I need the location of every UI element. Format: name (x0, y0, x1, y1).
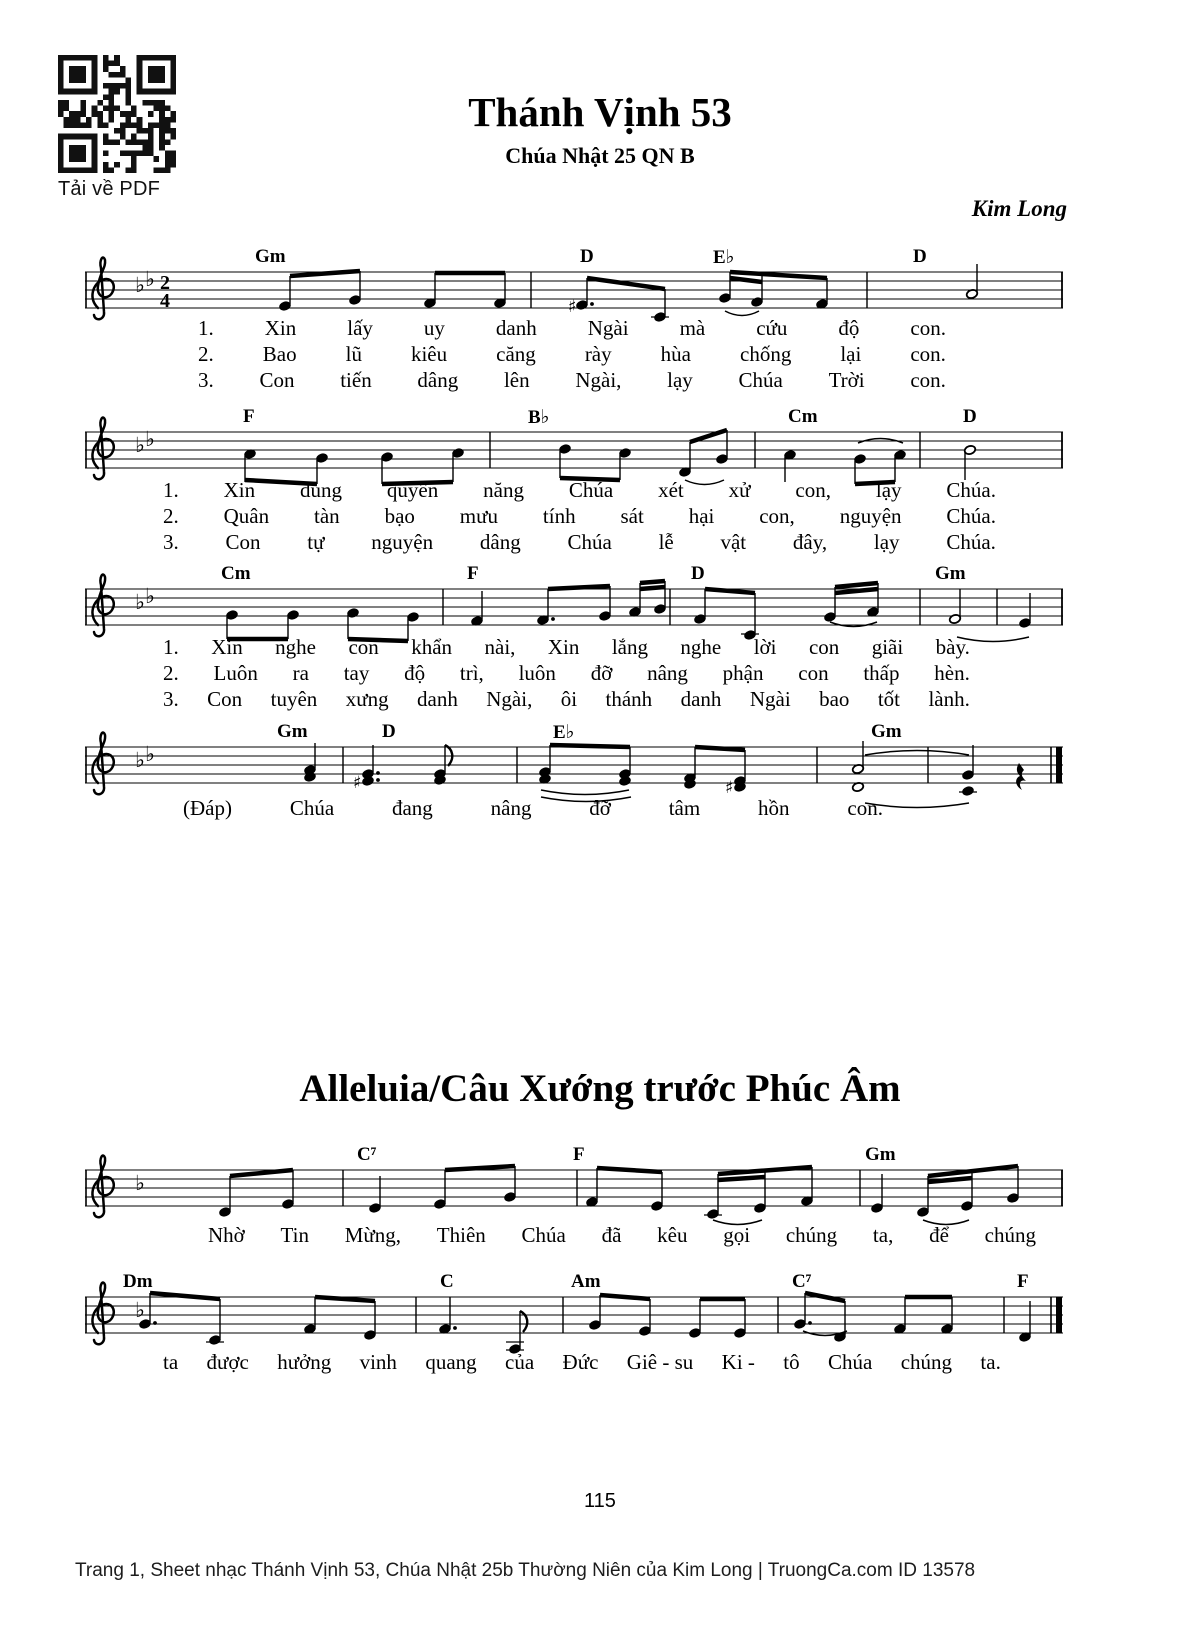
svg-text:4: 4 (160, 290, 170, 312)
lyric-word: danh (495, 316, 537, 340)
lyric-word: xử (728, 478, 751, 502)
chord-label: Gm (871, 721, 902, 742)
lyric-word: mà (679, 316, 706, 340)
chord-label: F (1017, 1271, 1029, 1292)
lyric-word: được (206, 1350, 249, 1374)
svg-text:♭: ♭ (135, 433, 145, 457)
lyric-word: năng (483, 478, 524, 502)
lyric-word: lành. (928, 687, 970, 711)
lyric-line-v2 (163, 660, 970, 687)
lyric-word: Chúa (738, 368, 783, 392)
lyric-word: quang (425, 1350, 477, 1374)
lyric-word: sát (620, 504, 644, 528)
lyric-word: hèn. (934, 661, 970, 685)
lyric-word: vật (720, 530, 747, 554)
lyric-line-alleluia-2 (163, 1349, 1001, 1376)
chord-label: C⁷ (792, 1271, 812, 1292)
lyric-word: hùa (660, 342, 691, 366)
chord-label: Cm (221, 563, 251, 584)
lyric-word: Trời (828, 368, 865, 392)
lyric-word: ta (163, 1350, 179, 1374)
lyric-word: chúng (984, 1223, 1036, 1247)
lyric-word: dâng (479, 530, 521, 554)
lyric-word: lạy (667, 368, 693, 392)
chord-label: D (913, 246, 927, 267)
lyric-word: thấp (863, 661, 900, 685)
lyric-word: Thiên (436, 1223, 486, 1247)
svg-text:♭: ♭ (135, 1298, 145, 1322)
lyric-word: con (798, 661, 829, 685)
lyric-word: Quân (223, 504, 270, 528)
lyric-word: chúng (785, 1223, 838, 1247)
chord-label: Gm (277, 721, 308, 742)
lyric-line-v3 (198, 367, 946, 394)
chord-label: B♭ (528, 407, 550, 428)
lyric-word: ra (292, 661, 309, 685)
chord-label: F (573, 1144, 585, 1165)
composer-name: Kim Long (971, 196, 1067, 221)
svg-text:♭: ♭ (145, 267, 155, 291)
lyric-line-v2 (163, 503, 996, 530)
lyric-word: lễ (658, 530, 674, 554)
lyric-word: dâng (417, 368, 459, 392)
lyric-word: cứu (756, 316, 788, 340)
lyric-word: Giê - su (626, 1350, 694, 1374)
lyric-word: con. (910, 316, 946, 340)
chord-label: E♭ (713, 247, 735, 268)
lyric-line-v1 (198, 315, 946, 342)
lyric-word: bao (819, 687, 850, 711)
lyric-word: quyền (386, 478, 439, 502)
lyric-word: tay (343, 661, 370, 685)
lyric-word: ôi (560, 687, 578, 711)
lyric-word: lắng (611, 635, 648, 659)
lyric-word: con. (910, 368, 946, 392)
lyric-word: giãi (871, 635, 904, 659)
svg-text:♯: ♯ (568, 297, 577, 317)
chord-label: D (691, 563, 705, 584)
lyric-word: 2. (163, 661, 179, 685)
lyric-word: Chúa (828, 1350, 873, 1374)
lyric-word: tự (307, 530, 325, 554)
lyric-word: 1. (198, 316, 214, 340)
chord-label: Gm (255, 246, 286, 267)
lyric-word: tô (783, 1350, 800, 1374)
lyric-word: Tin (280, 1223, 309, 1247)
chord-label: F (243, 406, 255, 427)
lyric-word: độ (838, 316, 860, 340)
lyric-word: lời (753, 635, 777, 659)
lyric-word: danh (417, 687, 458, 711)
page-number: 115 (584, 1490, 616, 1512)
lyric-word: Con (259, 368, 295, 392)
lyric-word: con (348, 635, 379, 659)
lyric-word: con (808, 635, 840, 659)
staff-system-6 (85, 1267, 1065, 1362)
lyric-line-response (183, 795, 883, 822)
staff-system-5 (85, 1140, 1065, 1235)
lyric-word: 3. (163, 530, 179, 554)
alleluia-title: Alleluia/Câu Xướng trước Phúc Âm (299, 1067, 901, 1110)
lyric-word: căng (496, 342, 536, 366)
lyric-word: đỡ (590, 661, 613, 685)
svg-text:♭: ♭ (145, 584, 155, 608)
lyric-word: Xin (211, 635, 243, 659)
lyric-word: tính (542, 504, 576, 528)
lyric-word: Chúa (521, 1223, 566, 1247)
svg-text:♭: ♭ (135, 273, 145, 297)
lyric-word: chúng (900, 1350, 953, 1374)
lyric-line-alleluia-1 (208, 1222, 1036, 1249)
qr-label: Tải về PDF (58, 178, 161, 200)
lyric-word: Chúa. (946, 504, 996, 528)
lyric-word: đã (601, 1223, 622, 1247)
svg-text:♭: ♭ (135, 748, 145, 772)
footer-text: Trang 1, Sheet nhạc Thánh Vịnh 53, Chúa Nhật 25b Thường Niên của Kim Long | TruongCa.com ID 13578 (75, 1560, 976, 1581)
lyric-word: phận (722, 661, 764, 685)
lyric-word: kiêu (410, 342, 448, 366)
lyric-word: kêu (657, 1223, 688, 1247)
svg-text:♯: ♯ (353, 773, 362, 793)
chord-label: D (382, 721, 396, 742)
lyric-word: đang (391, 796, 433, 820)
svg-text:♯: ♯ (725, 778, 734, 798)
lyric-word: 1. (163, 635, 179, 659)
lyric-line-v3 (163, 529, 996, 556)
lyric-word: xưng (345, 687, 389, 711)
page-title: Thánh Vịnh 53 (468, 89, 732, 135)
svg-text:♭: ♭ (145, 742, 155, 766)
lyric-word: Luôn (213, 661, 258, 685)
lyric-word: con. (847, 796, 883, 820)
lyric-word: hồn (758, 796, 790, 820)
lyric-word: con, (795, 478, 831, 502)
lyric-word: vinh (359, 1350, 397, 1374)
lyric-word: trì, (459, 661, 484, 685)
chord-label: Gm (935, 563, 966, 584)
lyric-word: của (505, 1350, 535, 1374)
lyric-word: 2. (163, 504, 179, 528)
lyric-word: 3. (198, 368, 214, 392)
lyric-word: lên (503, 368, 530, 392)
lyric-word: bạo (384, 504, 415, 528)
lyric-word: Chúa (567, 530, 612, 554)
lyric-word: ta, (872, 1223, 894, 1247)
svg-text:♭: ♭ (135, 1171, 145, 1195)
lyric-word: thánh (605, 687, 653, 711)
lyric-word: gọi (723, 1223, 751, 1247)
lyric-word: nâng (490, 796, 532, 820)
chord-label: Am (571, 1271, 601, 1292)
lyric-word: Chúa (289, 796, 335, 820)
lyric-line-v1 (163, 634, 970, 661)
lyric-word: Xin (223, 478, 256, 502)
lyric-word: con. (910, 342, 946, 366)
lyric-word: lấy (347, 316, 373, 340)
chord-label: C (440, 1271, 454, 1292)
lyric-word: tâm (668, 796, 701, 820)
svg-text:♭: ♭ (145, 427, 155, 451)
lyric-word: tuyên (270, 687, 318, 711)
chord-label: Cm (788, 406, 818, 427)
lyric-word: uy (423, 316, 445, 340)
lyric-word: Chúa. (946, 478, 996, 502)
chord-label: E♭ (553, 722, 575, 743)
lyric-word: ta. (980, 1350, 1001, 1374)
lyric-line-v3 (163, 686, 970, 713)
lyric-word: dùng (300, 478, 343, 502)
lyric-word: khẩn (411, 635, 453, 659)
lyric-word: Chúa (568, 478, 614, 502)
chord-label: Gm (865, 1144, 896, 1165)
lyric-word: danh (680, 687, 722, 711)
lyric-word: xét (658, 478, 684, 502)
lyric-word: chống (740, 342, 792, 366)
lyric-word: 1. (163, 478, 179, 502)
lyric-word: (Đáp) (183, 796, 232, 820)
lyric-word: Ngài, (575, 368, 622, 392)
lyric-word: Chúa. (946, 530, 996, 554)
lyric-word: đây, (792, 530, 828, 554)
lyric-word: để (929, 1223, 949, 1247)
lyric-word: hại (688, 504, 715, 528)
lyric-word: Mừng, (344, 1223, 402, 1247)
lyric-word: lạy (873, 530, 900, 554)
lyric-word: Ngài, (486, 687, 533, 711)
lyric-word: lạy (875, 478, 902, 502)
lyric-word: Xin (547, 635, 580, 659)
lyric-word: rày (584, 342, 612, 366)
lyric-word: Ngài (749, 687, 791, 711)
lyric-word: tiến (340, 368, 372, 392)
lyric-word: lại (840, 342, 862, 366)
lyric-word: luôn (518, 661, 556, 685)
page-subtitle: Chúa Nhật 25 QN B (505, 143, 695, 168)
lyric-line-v2 (198, 341, 946, 368)
chord-label: Dm (123, 1271, 153, 1292)
svg-text:2: 2 (160, 272, 170, 294)
lyric-word: nghe (680, 635, 722, 659)
lyric-word: Ngài (587, 316, 629, 340)
lyric-word: Đức (562, 1350, 599, 1374)
lyric-word: Ki - (721, 1350, 755, 1374)
lyric-word: bày. (935, 635, 970, 659)
lyric-word: nguyện (371, 530, 434, 554)
lyric-word: tàn (314, 504, 340, 528)
lyric-word: con, (759, 504, 795, 528)
chord-label: F (467, 563, 479, 584)
lyric-word: nài, (484, 635, 516, 659)
chord-label: C⁷ (357, 1144, 377, 1165)
lyric-word: đỡ (589, 796, 611, 820)
lyric-word: nâng (647, 661, 688, 685)
lyric-line-v1 (163, 477, 996, 504)
lyric-word: 2. (198, 342, 214, 366)
lyric-word: độ (404, 661, 426, 685)
lyric-word: nguyện (839, 504, 902, 528)
lyric-word: tốt (877, 687, 901, 711)
svg-text:♭: ♭ (135, 590, 145, 614)
lyric-word: 3. (163, 687, 179, 711)
lyric-word: Xin (264, 316, 297, 340)
lyric-word: Con (225, 530, 261, 554)
chord-label: D (580, 246, 594, 267)
lyric-word: Bao (262, 342, 297, 366)
lyric-word: Con (207, 687, 243, 711)
lyric-word: lũ (345, 342, 362, 366)
lyric-word: hưởng (277, 1350, 332, 1374)
lyric-word: Nhờ (208, 1223, 245, 1247)
lyric-word: nghe (275, 635, 316, 659)
chord-label: D (963, 406, 977, 427)
lyric-word: mưu (459, 504, 499, 528)
